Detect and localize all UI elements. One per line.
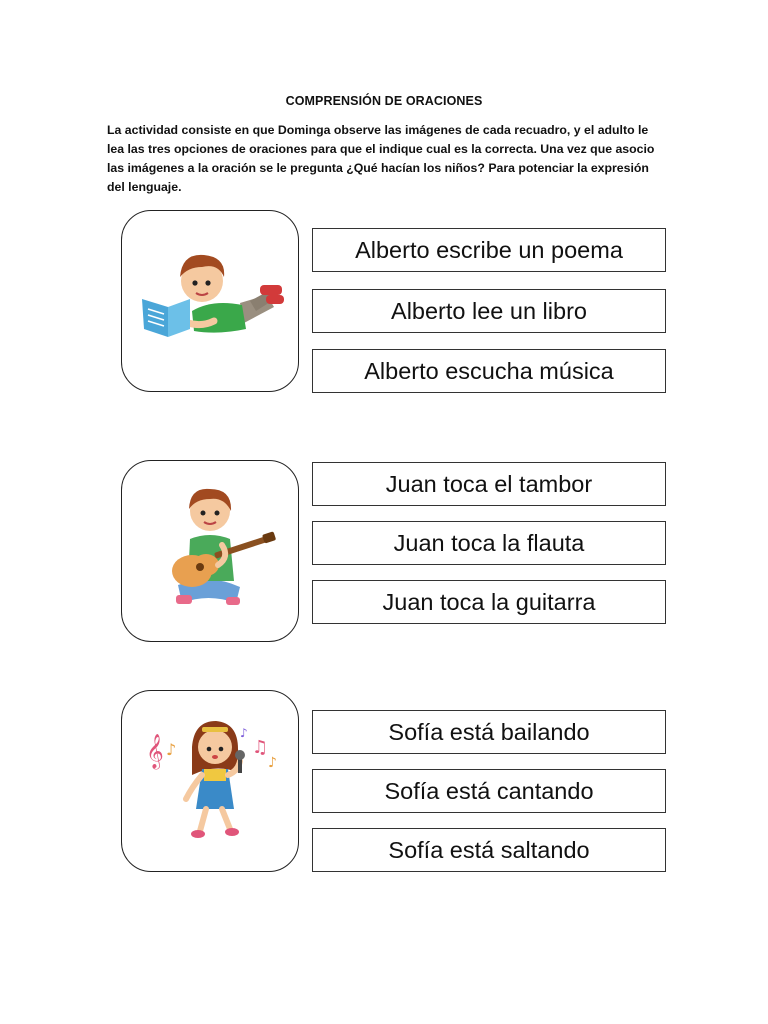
picture-frame xyxy=(121,210,299,392)
svg-text:𝄞: 𝄞 xyxy=(146,734,164,769)
svg-text:♪: ♪ xyxy=(240,726,248,740)
sentence-option-2[interactable]: Alberto lee un libro xyxy=(312,289,666,333)
page-title: COMPRENSIÓN DE ORACIONES xyxy=(285,94,483,108)
boy-reading-book-icon xyxy=(122,211,298,391)
sentence-option-2[interactable]: Juan toca la flauta xyxy=(312,521,666,565)
boy-playing-guitar-icon xyxy=(122,461,298,641)
sentence-option-3[interactable]: Juan toca la guitarra xyxy=(312,580,666,624)
svg-text:♪: ♪ xyxy=(166,740,177,759)
exercise-3 xyxy=(0,690,768,875)
sentence-option-3[interactable]: Sofía está saltando xyxy=(312,828,666,872)
sentence-option-1[interactable]: Juan toca el tambor xyxy=(312,462,666,506)
sentence-option-2[interactable]: Sofía está cantando xyxy=(312,769,666,813)
exercise-2 xyxy=(0,460,768,645)
instructions-paragraph: La actividad consiste en que Dominga observe las imágenes de cada recuadro, y el adulto le lea las tres opciones de oraciones para que el indique cual es la correcta. Una vez que asocio las imágenes a la oración se le pregunta ¿Qué hacían los niños? Para potenciar la expresión del lenguaje. xyxy=(107,123,655,194)
sentence-option-3[interactable]: Alberto escucha música xyxy=(312,349,666,393)
sentence-option-1[interactable]: Sofía está bailando xyxy=(312,710,666,754)
exercise-1 xyxy=(0,210,768,395)
svg-text:♫: ♫ xyxy=(252,737,269,758)
sentence-option-1[interactable]: Alberto escribe un poema xyxy=(312,228,666,272)
svg-text:♪: ♪ xyxy=(268,755,277,771)
picture-frame xyxy=(121,460,299,642)
picture-frame xyxy=(121,690,299,872)
girl-singing-icon xyxy=(122,691,298,871)
